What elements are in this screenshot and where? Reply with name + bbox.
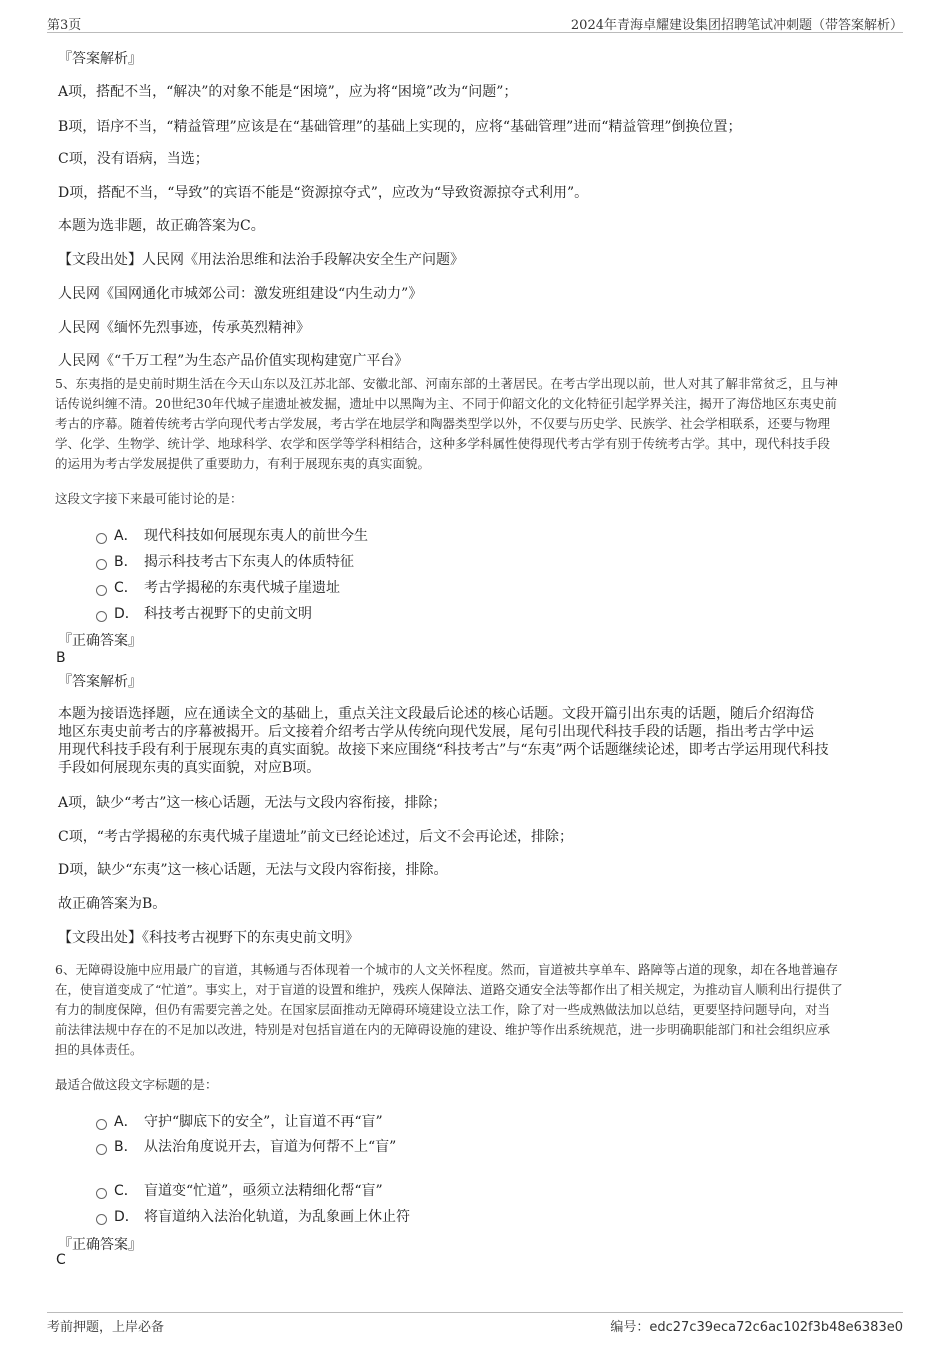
footer-code: 编号：edc27c39eca72c6ac102f3b48e6383e0: [610, 1320, 903, 1335]
q5-option-a[interactable]: A． 现代科技如何展现东夷人的前世今生: [96, 525, 368, 545]
q5-option-b[interactable]: B． 揭示科技考古下东夷人的体质特征: [96, 551, 354, 571]
q4-analysis-line: C项，没有语病，当选；: [58, 151, 209, 167]
q5-stem: [55, 374, 898, 474]
q6-stem-line: 有力的制度保障，但仍有需要完善之处。在国家层面推动无障碍环境建设立法工作，除了对一些成熟做法加以总结，更要坚持问题导向，对当: [55, 1002, 831, 1017]
q6-stem-line: 6、无障碍设施中应用最广的盲道，其畅通与否体现着一个城市的人文关怀程度。然而，盲道被共享单车、路障等占道的现象，却在各地普遍存: [55, 962, 838, 977]
q6-stem-line: 担的具体责任。: [55, 1042, 143, 1057]
q4-analysis-line: B项，语序不当，“精益管理”应该是在“基础管理”的基础上实现的，应将“基础管理”进而“精益管理”倒换位置；: [58, 119, 742, 135]
q5-analysis-line: C项，“考古学揭秘的东夷代城子崖遗址”前文已经论述过，后文不会再论述，排除；: [58, 829, 574, 845]
q5-answer: B: [56, 650, 66, 666]
radio-icon[interactable]: [96, 1144, 107, 1155]
q5-analysis-line: A项，缺少“考古”这一核心话题，无法与文段内容衔接，排除；: [58, 795, 447, 811]
q5-source-line: 【文段出处】《科技考古视野下的东夷史前文明》: [58, 930, 359, 946]
document-title: 2024年青海卓耀建设集团招聘笔试冲刺题（带答案解析）: [570, 18, 903, 33]
q6-answer: C: [56, 1252, 66, 1268]
q4-source-line: 【文段出处】人民网《用法治思维和法治手段解决安全生产问题》: [58, 252, 464, 268]
q4-analysis-line: 本题为选非题，故正确答案为C。: [58, 218, 265, 234]
q4-source-line: 人民网《缅怀先烈事迹，传承英烈精神》: [58, 320, 310, 336]
q4-analysis-heading: 『答案解析』: [58, 51, 142, 67]
q5-analysis-paragraph: 本题为接语选择题，应在通读全文的基础上，重点关注文段最后论述的核心话题。文段开篇引出东夷的话题，随后介绍海岱 地区东夷史前考古的序幕被揭开。后文接着介绍考古学从传统向现代发展，尾句引出现代科技手段的话题，指出考古学中运 用现代科技手段有利于展现东夷的真实面貌。故接下来应围绕“科技考古”与“东夷”两个话题继续论述，即考古学运用现代科技 手段如何展现东夷的真实面貌，对应B项。: [58, 706, 829, 776]
q4-source-line: 人民网《“千万工程”为生态产品价值实现构建宽广平台》: [58, 353, 409, 369]
page-header: [47, 12, 903, 33]
q5-stem-line: 学、化学、生物学、统计学、地球科学、农学和医学等学科相结合，这种多学科属性使得现代考古学有别于传统考古学。其中，现代科技手段: [55, 436, 831, 451]
page-number: 第3页: [47, 18, 82, 33]
q5-correct-heading: 『正确答案』: [58, 633, 142, 649]
q6-question: 最适合做这段文字标题的是：: [55, 1077, 218, 1092]
q5-question: 这段文字接下来最可能讨论的是：: [55, 491, 243, 506]
q5-stem-line: 考古的序幕。随着传统考古学向现代考古学发展，考古学在地层学和陶器类型学以外，不仅要与历史学、民族学、社会学相联系，还要与物理: [55, 416, 831, 431]
q6-option-d[interactable]: D． 将盲道纳入法治化轨道，为乱象画上休止符: [96, 1206, 410, 1226]
q6-option-b[interactable]: B． 从法治角度说开去，盲道为何帮不上“盲”: [96, 1136, 396, 1156]
radio-icon[interactable]: [96, 1119, 107, 1130]
q5-option-d[interactable]: D． 科技考古视野下的史前文明: [96, 603, 312, 623]
radio-icon[interactable]: [96, 1214, 107, 1225]
radio-icon[interactable]: [96, 533, 107, 544]
q6-stem-line: 在，使盲道变成了“忙道”。事实上，对于盲道的设置和维护，残疾人保障法、道路交通安全法等都作出了相关规定，为推动盲人顺利出行提供了: [55, 982, 843, 997]
page-footer: [47, 1312, 903, 1335]
q5-stem-line: 5、东夷指的是史前时期生活在今天山东以及江苏北部、安徽北部、河南东部的土著居民。在考古学出现以前，世人对其了解非常贫乏，且与神: [55, 376, 838, 391]
q5-stem-line: 话传说纠缠不清。20世纪30年代城子崖遗址被发掘，遗址中以黑陶为主、不同于仰韶文化的文化特征引起学界关注，揭开了海岱地区东夷史前: [55, 396, 837, 411]
q6-option-a[interactable]: A． 守护“脚底下的安全”，让盲道不再“盲”: [96, 1111, 383, 1131]
q4-analysis-line: A项，搭配不当，“解决”的对象不能是“困境”，应为将“困境”改为“问题”；: [58, 84, 518, 100]
q5-option-c[interactable]: C． 考古学揭秘的东夷代城子崖遗址: [96, 577, 340, 597]
q5-analysis-line: 故正确答案为B。: [58, 896, 167, 912]
q5-analysis-line: D项，缺少“东夷”这一核心话题，无法与文段内容衔接，排除。: [58, 862, 448, 878]
radio-icon[interactable]: [96, 585, 107, 596]
q5-stem-line: 的运用为考古学发展提供了重要助力，有利于展现东夷的真实面貌。: [55, 456, 431, 471]
footer-slogan: 考前押题，上岸必备: [47, 1320, 165, 1335]
radio-icon[interactable]: [96, 559, 107, 570]
q6-stem-line: 前法律法规中存在的不足加以改进，特别是对包括盲道在内的无障碍设施的建设、维护等作出系统规范，进一步明确职能部门和社会组织应承: [55, 1022, 831, 1037]
q6-correct-heading: 『正确答案』: [58, 1237, 142, 1253]
q4-analysis-line: D项，搭配不当，“导致”的宾语不能是“资源掠夺式”，应改为“导致资源掠夺式利用”。: [58, 185, 589, 201]
radio-icon[interactable]: [96, 611, 107, 622]
q6-option-c[interactable]: C． 盲道变“忙道”，亟须立法精细化帮“盲”: [96, 1180, 383, 1200]
radio-icon[interactable]: [96, 1188, 107, 1199]
q5-analysis-heading: 『答案解析』: [58, 674, 142, 690]
q6-stem: [55, 960, 898, 1060]
q4-source-line: 人民网《国网通化市城郊公司：激发班组建设“内生动力”》: [58, 286, 423, 302]
